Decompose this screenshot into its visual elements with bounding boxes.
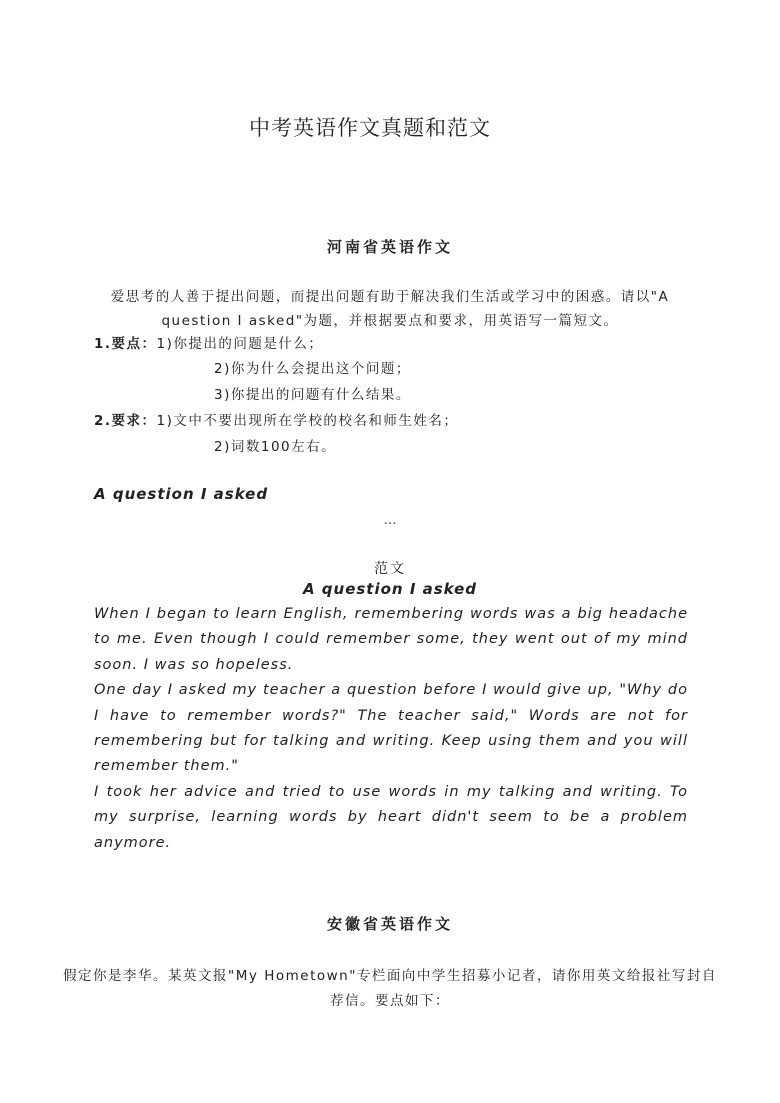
requirement-1: 1)文中不要出现所在学校的校名和师生姓名； bbox=[156, 413, 459, 429]
model-essay-title: A question I asked bbox=[302, 580, 478, 598]
requirements-label: 2.要求： bbox=[94, 413, 157, 429]
henan-intro: 爱思考的人善于提出问题，而提出问题有助于解决我们生活或学习中的困惑。请以"A question I asked"为题，并根据要点和要求，用英语写一篇短文。 bbox=[110, 289, 670, 329]
requirements-line-1 bbox=[94, 409, 458, 429]
model-essay-label: 范文 bbox=[374, 561, 406, 577]
model-essay-body bbox=[94, 602, 688, 856]
points-line-1 bbox=[94, 332, 323, 352]
points-label: 1.要点： bbox=[94, 336, 157, 352]
point-1: 1)你提出的问题是什么； bbox=[156, 336, 324, 352]
essay-prompt-title: A question I asked bbox=[94, 485, 269, 503]
requirement-2: 2)词数100左右。 bbox=[214, 439, 337, 455]
henan-heading: 河南省英语作文 bbox=[326, 238, 453, 256]
ellipsis: … bbox=[383, 513, 397, 528]
point-2: 2)你为什么会提出这个问题； bbox=[214, 361, 411, 377]
document-title: 中考英语作文真题和范文 bbox=[249, 116, 491, 140]
anhui-heading: 安徽省英语作文 bbox=[326, 915, 453, 933]
anhui-intro: 假定你是李华。某英文报"My Hometown"专栏面向中学生招募小记者，请你用英文给报社写封自荐信。要点如下： bbox=[63, 968, 717, 1009]
essay-paragraph: One day I asked my teacher a question before I would give up, "Why do I have to remember words?" The teacher said," Words are not for remembering but for talking and writing. Keep using them and you will remember them." bbox=[94, 682, 688, 775]
essay-paragraph: When I began to learn English, remembering words was a big headache to me. Even though I could remember some, they went out of my mind soon. I was so hopeless. bbox=[94, 606, 688, 673]
point-3: 3)你提出的问题有什么结果。 bbox=[214, 387, 411, 403]
essay-paragraph: I took her advice and tried to use words in my talking and writing. To my surprise, learning words by heart didn't seem to be a problem anymore. bbox=[94, 783, 688, 851]
